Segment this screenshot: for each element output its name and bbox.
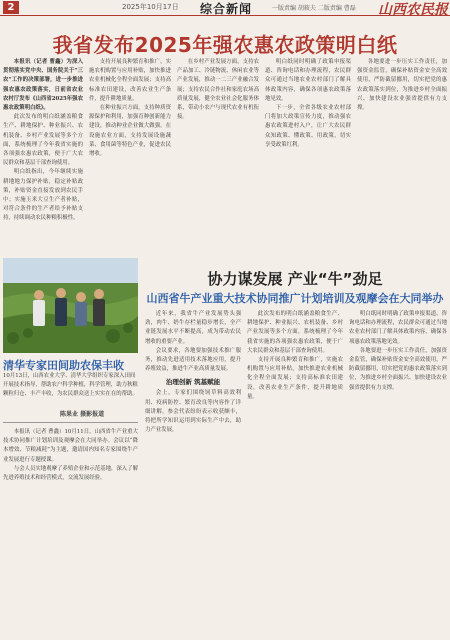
- article2-section-subtitle: 治理创新 筑基赋能: [165, 378, 221, 387]
- article1-paragraph: 明白纸同时明确了政策申报渠道、咨询电话和办理流程，农民群众可通过当地农业农村部门了解具体政策内容，确保各项惠农政策落地见效。: [265, 59, 351, 102]
- article2-paragraph: 会议要求，各地要加强技术推广服务，推动先进适用技术落地应用，提升养殖效益，推进牛产业高质量发展。: [145, 347, 241, 373]
- article2-subheadline: 山西省牛产业重大技术协同推广计划培训及观摩会在大同举办: [146, 292, 444, 305]
- article1-paragraph: 各地要进一步压实工作责任，加强资金监管，确保补贴资金安全高效使用，严防截留挪用，切实把党的惠农政策落实到位，为推进乡村全面振兴、加快建设农业强省提供有力支撑。: [357, 59, 447, 112]
- left-column-text: [3, 428, 138, 636]
- article1-column-1: [3, 58, 83, 253]
- article2-paragraph: 本报讯（记者 曹鑫）10月11日，山西省牛产业重大技术协同推广计划培训及观摩会在大同举办。会议以“降本增效、节粮减耗”为主题，邀请国内知名专家围绕牛产业发展进行专题授课。: [3, 429, 138, 463]
- article1-paragraph: 明白纸指出，今年继续实施耕地地力保护补贴，稳定补贴政策，补贴资金直接发放到农民手中；实施玉米大豆生产者补贴，对符合条件的生产者给予补贴支持，持续调动农民种粮积极性。: [3, 169, 83, 222]
- article1-paragraph: 支持开展良种繁育和推广，实施农机购置与应用补贴，加快推进农业机械化全程全面发展；支持高标准农田建设，改善农业生产条件，提升耕地质量。: [89, 59, 171, 102]
- article1-paragraph: 此次发布的明白纸涵盖粮食生产、耕地保护、种业振兴、农机装备、乡村产业发展等多个方面，系统梳理了今年我省实施的各项强农惠农政策，便于广大农民群众和基层干部查询使用。: [247, 311, 343, 354]
- photo-caption: 10月13日，山西农业大学、清华大学组织专家深入田间开展技术指导，帮助农户科学种植，科学管理，助力秋粮颗粒归仓、丰产丰收，为农民群众送上实实在在的帮助。: [3, 373, 138, 397]
- section-title: 综合新闻: [200, 2, 253, 16]
- article2-headline: 协力谋发展 产业“牛”劲足: [207, 270, 383, 288]
- issue-date: 2025年10月17日: [122, 3, 179, 11]
- article2-column-1: [145, 310, 241, 636]
- article1-paragraph: 本报讯（记者 曹鑫）为深入贯彻落实党中央、国务院关于“三农”工作的决策部署，进一步推进强农惠农政策落实，日前省农业农村厅发布《山西省2025年强农惠农政策明白纸》。: [3, 59, 83, 112]
- field-photo: [3, 258, 138, 353]
- article1-paragraph: 各地要进一步压实工作责任，加强资金监管，确保补贴资金安全高效使用，严防截留挪用，切实把党的惠农政策落实到位，为推进乡村全面振兴、加快建设农业强省提供有力支撑。: [349, 347, 447, 391]
- article2-paragraph: 近年来，我省牛产业发展势头强劲，肉牛、奶牛存栏量稳步增长，全产业链发展水平不断提高，成为带动农民增收的重要产业。: [145, 311, 241, 345]
- article1-paragraph: 明白纸同时明确了政策申报渠道、咨询电话和办理流程，农民群众可通过当地农业农村部门了解具体政策内容，确保各项惠农政策落地见效。: [349, 311, 447, 345]
- article1-column-4: [265, 58, 351, 253]
- column-divider: [3, 422, 138, 423]
- masthead: [0, 0, 450, 16]
- article1-paragraph: 在种业振兴方面，支持种质资源保护和利用，加强育种创新能力建设，推动种业企业做大做强。在设施农业方面，支持发展设施蔬菜、食用菌等特色产业，促进农民增收。: [89, 105, 171, 158]
- article1-paragraph: 此次发布的明白纸涵盖粮食生产、耕地保护、种业振兴、农机装备、乡村产业发展等多个方面，系统梳理了今年我省实施的各项强农惠农政策，便于广大农民群众和基层干部查询使用。: [3, 114, 83, 167]
- article2-paragraph: 会上，专家们围绕饲草料高效利用、疫病防控、繁育改良等内容作了详细讲解。参会代表纷纷表示收获颇丰，将把所学知识运用到实际生产中去，助力产业发展。: [145, 390, 241, 434]
- article1-paragraph: 支持开展良种繁育和推广，实施农机购置与应用补贴，加快推进农业机械化全程全面发展；支持高标准农田建设，改善农业生产条件，提升耕地质量。: [247, 357, 343, 400]
- article2-paragraph: 与会人员实地观摩了养殖企业和示范基地，深入了解先进养殖技术和经营模式，交流发展经验。: [3, 465, 138, 482]
- article2-column-2: [247, 310, 343, 636]
- article1-column-5: [357, 58, 447, 253]
- article1-paragraph: 下一步，全省各级农业农村部门将加大政策宣传力度，推动强农惠农政策进村入户，让广大农民群众知政策、懂政策、用政策，切实享受政策红利。: [265, 105, 351, 148]
- editors-line: 一版责编 胡筱夫 二版责编 曹磊: [272, 5, 356, 12]
- photo-credit: 陈果业 摄影报道: [60, 411, 105, 418]
- article1-column-2: [89, 58, 171, 253]
- article1-headline: 我省发布2025年强农惠农政策明白纸: [52, 33, 398, 57]
- article2-column-3: [349, 310, 447, 636]
- newspaper-logo: 山西农民报: [378, 2, 448, 18]
- photo-caption-headline: 清华专家田间助农保丰收: [3, 359, 124, 372]
- page-number: 2: [3, 1, 19, 14]
- article1-column-3: [177, 58, 259, 253]
- article1-paragraph: 在乡村产业发展方面，支持农产品加工、冷链物流、休闲农业等产业发展，推动一二三产业融合发展；支持农民合作社和家庭农场高质量发展，健全农业社会化服务体系，带动小农户与现代农业有机衔接。: [177, 59, 259, 121]
